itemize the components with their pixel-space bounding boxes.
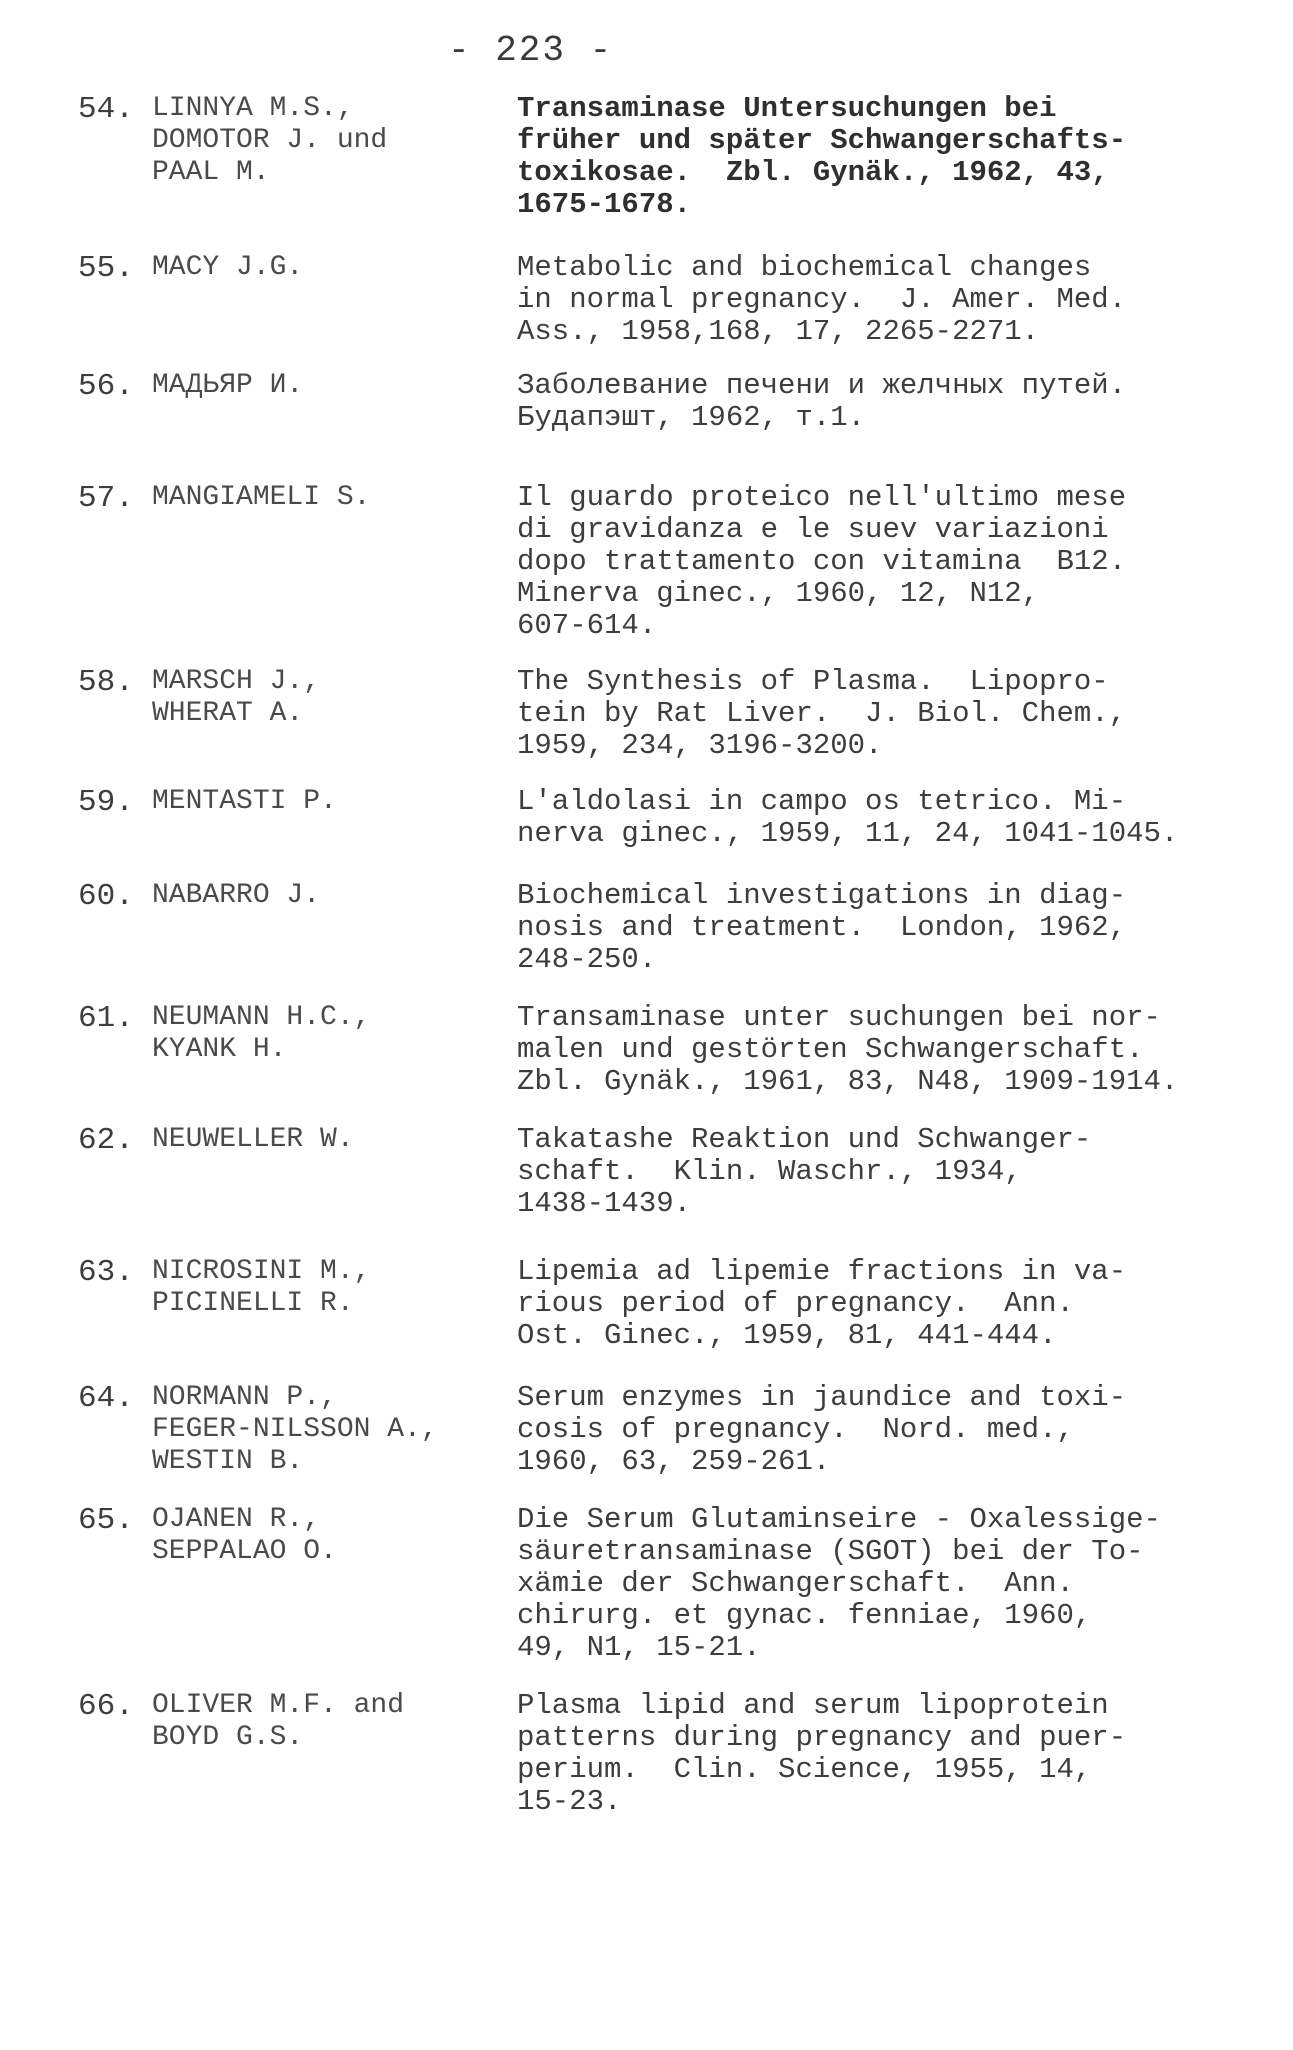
citation-line: dopo trattamento con vitamina B12. [517, 545, 1127, 578]
entry-number: 64. [78, 1381, 134, 1416]
author-line: OJANEN R., [152, 1504, 321, 1535]
citation-line: schaft. Klin. Waschr., 1934, [517, 1155, 1022, 1188]
author-line: DOMOTOR J. und [152, 125, 388, 156]
citation-line: Biochemical investigations in diag- [517, 879, 1127, 912]
citation-line: säuretransaminase (SGOT) bei der To- [517, 1535, 1144, 1568]
author-line: МАДЬЯР И. [152, 370, 304, 401]
author-line: WHERAT A. [152, 698, 304, 729]
citation-line: 49, N1, 15-21. [517, 1631, 761, 1664]
citation-line: Serum enzymes in jaundice and toxi- [517, 1381, 1127, 1414]
entry-authors [152, 1002, 492, 1066]
page-number: - 223 - [448, 30, 614, 71]
citation-line: Minerva ginec., 1960, 12, N12, [517, 577, 1040, 610]
entry-number: 61. [78, 1001, 134, 1036]
citation-line: xämie der Schwangerschaft. Ann. [517, 1567, 1074, 1600]
citation-line: Plasma lipid and serum lipoprotein [517, 1689, 1109, 1722]
entry-authors [152, 880, 492, 912]
author-line: FEGER-NILSSON A., [152, 1414, 438, 1445]
author-line: NICROSINI M., [152, 1256, 371, 1287]
entry-citation [517, 482, 1257, 642]
citation-line: Transaminase unter suchungen bei nor- [517, 1001, 1161, 1034]
citation-line: Transaminase Untersuchungen bei [517, 92, 1057, 125]
author-line: NEUWELLER W. [152, 1124, 354, 1155]
author-line: PAAL M. [152, 157, 270, 188]
entry-citation [517, 1256, 1257, 1352]
entry-number: 57. [78, 481, 134, 516]
citation-line: nosis and treatment. London, 1962, [517, 911, 1127, 944]
author-line: KYANK H. [152, 1034, 287, 1065]
author-line: BOYD G.S. [152, 1722, 304, 1753]
citation-line: in normal pregnancy. J. Amer. Med. [517, 283, 1127, 316]
entry-citation [517, 1504, 1257, 1664]
author-line: MARSCH J., [152, 666, 321, 697]
author-line: MACY J.G. [152, 252, 304, 283]
entry-number: 65. [78, 1503, 134, 1538]
entry-number: 66. [78, 1689, 134, 1724]
citation-line: Metabolic and biochemical changes [517, 251, 1092, 284]
citation-line: tein by Rat Liver. J. Biol. Chem., [517, 697, 1127, 730]
entry-citation [517, 1690, 1257, 1818]
citation-line: rious period of pregnancy. Ann. [517, 1287, 1074, 1320]
citation-line: Будапэшт, 1962, т.1. [517, 401, 866, 434]
citation-line: 1675-1678. [517, 188, 692, 221]
entry-number: 60. [78, 879, 134, 914]
entry-citation [517, 666, 1257, 762]
entry-authors [152, 482, 492, 514]
entry-authors [152, 1504, 492, 1568]
citation-line: patterns during pregnancy and puer- [517, 1721, 1127, 1754]
entry-number: 56. [78, 369, 134, 404]
author-line: MANGIAMELI S. [152, 482, 371, 513]
entry-citation [517, 1382, 1257, 1478]
entry-authors [152, 1256, 492, 1320]
citation-line: 1959, 234, 3196-3200. [517, 729, 883, 762]
citation-line: früher und später Schwangerschafts- [517, 124, 1127, 157]
citation-line: L'aldolasi in campo os tetrico. Mi- [517, 785, 1127, 818]
entry-number: 62. [78, 1123, 134, 1158]
author-line: SEPPALAO O. [152, 1536, 337, 1567]
entry-citation [517, 252, 1257, 348]
entry-citation [517, 1002, 1257, 1098]
entry-number: 58. [78, 665, 134, 700]
author-line: PICINELLI R. [152, 1288, 354, 1319]
entry-citation [517, 880, 1257, 976]
citation-line: chirurg. et gynac. fenniae, 1960, [517, 1599, 1092, 1632]
citation-line: Ass., 1958,168, 17, 2265-2271. [517, 315, 1040, 348]
citation-line: toxikosae. Zbl. Gynäk., 1962, 43, [517, 156, 1109, 189]
citation-line: cosis of pregnancy. Nord. med., [517, 1413, 1074, 1446]
entry-authors [152, 93, 492, 189]
author-line: NABARRO J. [152, 880, 321, 911]
entry-authors [152, 1124, 492, 1156]
entry-number: 55. [78, 251, 134, 286]
citation-line: Заболевание печени и желчных путей. [517, 369, 1127, 402]
author-line: MENTASTI P. [152, 786, 337, 817]
citation-line: malen und gestörten Schwangerschaft. [517, 1033, 1144, 1066]
entry-number: 63. [78, 1255, 134, 1290]
author-line: NORMANN P., [152, 1382, 337, 1413]
entry-authors [152, 1690, 492, 1754]
entry-authors [152, 786, 492, 818]
citation-line: The Synthesis of Plasma. Lipopro- [517, 665, 1109, 698]
entry-citation [517, 93, 1257, 221]
citation-line: Zbl. Gynäk., 1961, 83, N48, 1909-1914. [517, 1065, 1179, 1098]
citation-line: 15-23. [517, 1785, 622, 1818]
author-line: NEUMANN H.C., [152, 1002, 371, 1033]
citation-line: perium. Clin. Science, 1955, 14, [517, 1753, 1092, 1786]
citation-line: nerva ginec., 1959, 11, 24, 1041-1045. [517, 817, 1179, 850]
entry-citation [517, 1124, 1257, 1220]
citation-line: Lipemia ad lipemie fractions in va- [517, 1255, 1127, 1288]
citation-line: Ost. Ginec., 1959, 81, 441-444. [517, 1319, 1057, 1352]
citation-line: Die Serum Glutaminseire - Oxalessige- [517, 1503, 1161, 1536]
entry-authors [152, 666, 492, 730]
entry-citation [517, 370, 1257, 434]
citation-line: Takatashe Reaktion und Schwanger- [517, 1123, 1092, 1156]
citation-line: 607-614. [517, 609, 657, 642]
entry-authors [152, 252, 492, 284]
author-line: OLIVER M.F. and [152, 1690, 405, 1721]
entry-number: 59. [78, 785, 134, 820]
citation-line: 1960, 63, 259-261. [517, 1445, 831, 1478]
citation-line: 1438-1439. [517, 1187, 692, 1220]
entry-authors [152, 370, 492, 402]
citation-line: di gravidanza e le suev variazioni [517, 513, 1109, 546]
entry-citation [517, 786, 1257, 850]
author-line: WESTIN B. [152, 1446, 304, 1477]
citation-line: Il guardo proteico nell'ultimo mese [517, 481, 1127, 514]
entry-number: 54. [78, 92, 134, 127]
entry-authors [152, 1382, 492, 1478]
author-line: LINNYA M.S., [152, 93, 354, 124]
citation-line: 248-250. [517, 943, 657, 976]
